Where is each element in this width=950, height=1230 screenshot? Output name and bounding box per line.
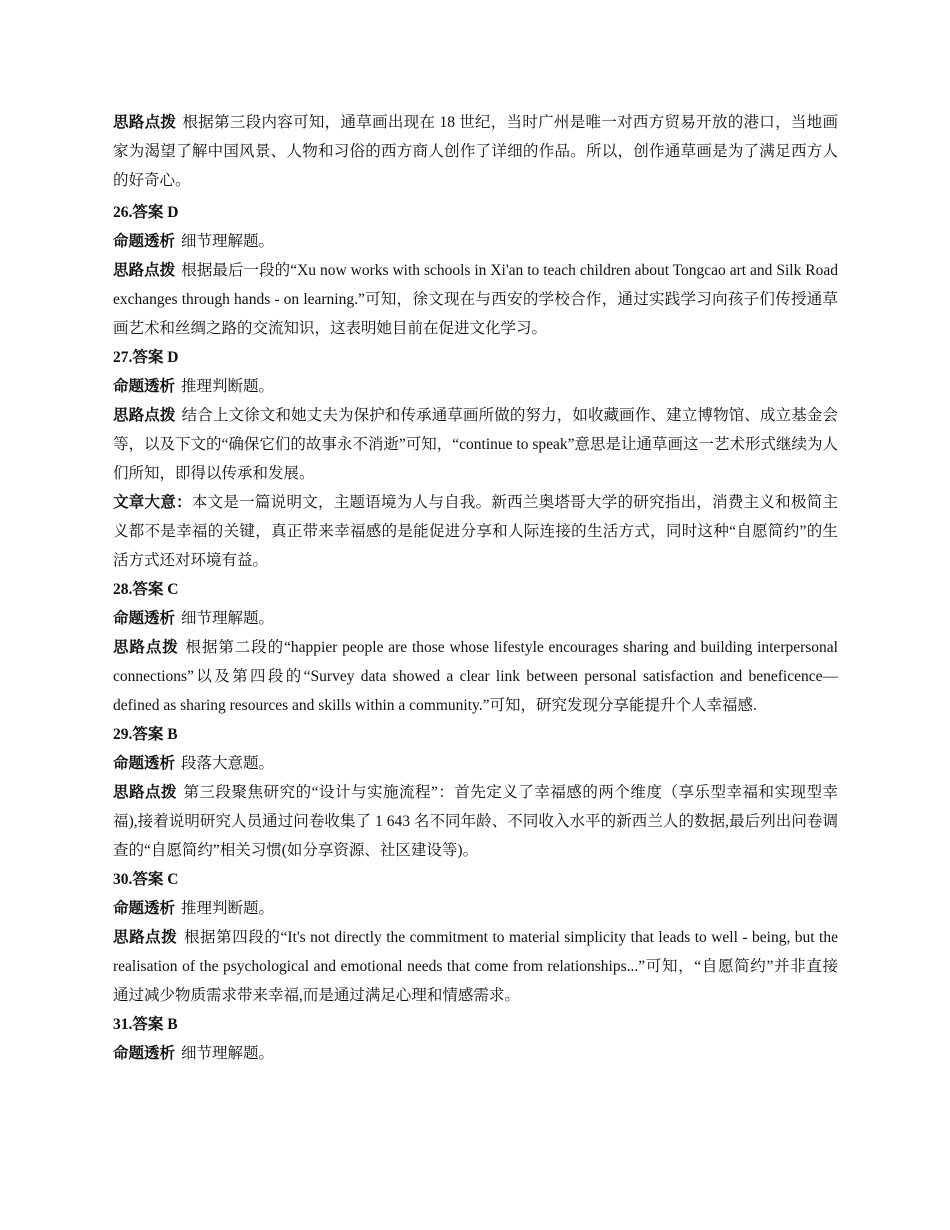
section-label: 命题透析 <box>113 755 176 772</box>
section-label: 命题透析 <box>113 1045 176 1062</box>
paragraph-text: 根据最后一段的“Xu now works with schools in Xi'an to teach children about Tongcao art and Silk Road exchanges through hands - on learning.”可知，徐文现在与西安的学校合作，通过实践学习向孩子们传授通草画艺术和丝绸之路的交流知识，这表明她目前在促进文化学习。 <box>113 262 838 337</box>
paragraph-text: 根据第三段内容可知，通草画出现在 18 世纪，当时广州是唯一对西方贸易开放的港口，当地画家为渴望了解中国风景、人物和习俗的西方商人创作了详细的作品。所以，创作通草画是为了满足西方人的好奇心。 <box>113 114 838 189</box>
section-label: 思路点拨 <box>113 114 177 131</box>
explanation-paragraph <box>113 401 838 488</box>
paragraph-text: 根据第四段的“It's not directly the commitment to material simplicity that leads to well - being, but the realisation of the psychological and emotional needs that come from relationships...”可知，“自愿简约”并非直接通过减少物质需求带来幸福,而是通过满足心理和情感需求。 <box>113 929 838 1004</box>
question-type-line <box>113 604 838 633</box>
section-label: 命题透析 <box>113 233 176 250</box>
article-summary-paragraph <box>113 488 838 575</box>
paragraph-text: 细节理解题。 <box>181 610 275 627</box>
explanation-paragraph <box>113 256 838 343</box>
paragraph-text: 本文是一篇说明文，主题语境为人与自我。新西兰奥塔哥大学的研究指出，消费主义和极简主义都不是幸福的关键，真正带来幸福感的是能促进分享和人际连接的生活方式，同时这种“自愿简约”的生活方式还对环境有益。 <box>113 494 838 569</box>
section-label: 思路点拨 <box>113 784 178 801</box>
section-label: 命题透析 <box>113 378 176 395</box>
answer-heading: 29.答案 B <box>113 726 178 743</box>
question-type-line <box>113 227 838 256</box>
answer-heading: 26.答案 D <box>113 204 179 221</box>
explanation-paragraph <box>113 108 838 195</box>
answer-heading: 27.答案 D <box>113 349 179 366</box>
section-label: 思路点拨 <box>113 639 179 656</box>
answer-heading: 28.答案 C <box>113 581 179 598</box>
section-label: 命题透析 <box>113 610 176 627</box>
answer-heading: 31.答案 B <box>113 1016 178 1033</box>
answer-heading: 30.答案 C <box>113 871 179 888</box>
section-label: 思路点拨 <box>113 262 176 279</box>
question-type-line <box>113 894 838 923</box>
paragraph-text: 根据第二段的“happier people are those whose lifestyle encourages sharing and building interpersonal connections”以及第四段的“Survey data showed a clear link between personal satisfaction and beneficence—defined as sharing resources and skills within a community.”可知，研究发现分享能提升个人幸福感. <box>113 639 838 714</box>
explanation-paragraph <box>113 778 838 865</box>
paragraph-text: 第三段聚焦研究的“设计与实施流程”：首先定义了幸福感的两个维度（享乐型幸福和实现型幸福),接着说明研究人员通过问卷收集了 1 643 名不同年龄、不同收入水平的新西兰人的数据,最后列出问卷调查的“自愿简约”相关习惯(如分享资源、社区建设等)。 <box>113 784 838 859</box>
paragraph-text: 细节理解题。 <box>181 1045 275 1062</box>
paragraph-text: 段落大意题。 <box>181 755 275 772</box>
paragraph-text: 细节理解题。 <box>181 233 275 250</box>
paragraph-text: 推理判断题。 <box>181 378 275 395</box>
section-label: 思路点拨 <box>113 929 178 946</box>
document-page <box>113 108 838 1068</box>
question-type-line <box>113 749 838 778</box>
question-type-line <box>113 372 838 401</box>
section-label: 命题透析 <box>113 900 176 917</box>
paragraph-text: 推理判断题。 <box>181 900 275 917</box>
section-label: 思路点拨 <box>113 407 176 424</box>
question-type-line <box>113 1039 838 1068</box>
explanation-paragraph <box>113 923 838 1010</box>
section-label: 文章大意： <box>113 494 192 511</box>
explanation-paragraph <box>113 633 838 720</box>
paragraph-text: 结合上文徐文和她丈夫为保护和传承通草画所做的努力，如收藏画作、建立博物馆、成立基金会等，以及下文的“确保它们的故事永不消逝”可知，“continue to speak”意思是让通草画这一艺术形式继续为人们所知，即得以传承和发展。 <box>113 407 838 482</box>
